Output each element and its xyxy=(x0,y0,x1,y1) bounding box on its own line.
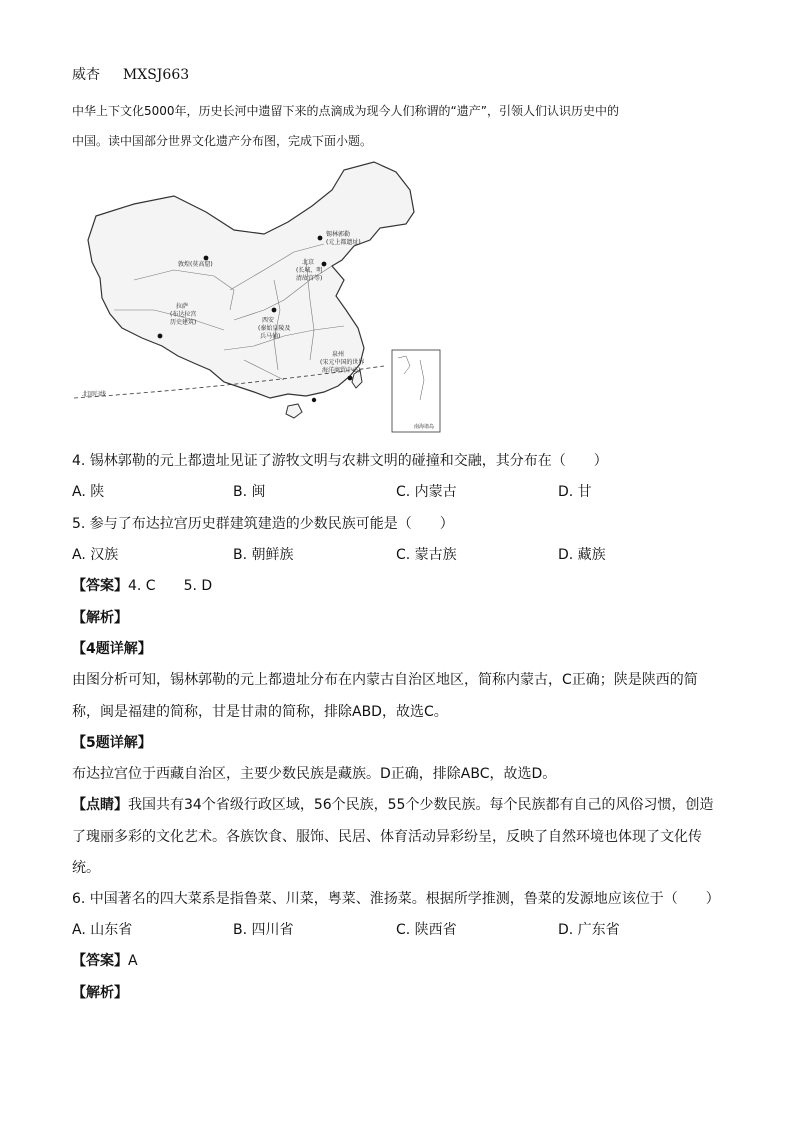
q6-stem: 6. 中国著名的四大菜系是指鲁菜、川菜，粤菜、淮扬菜。根据所学推测，鲁菜的发源地应该位于（ ） xyxy=(72,891,720,907)
xilin-dot xyxy=(318,236,323,241)
quanzhou-sub-label-2: 海洋商贸中心) xyxy=(322,367,361,374)
detail-5-line-1: 布达拉宫位于西藏自治区，主要少数民族是藏族。D正确，排除ABC，故选D。 xyxy=(72,766,557,782)
xian-sub-label-1: (秦始皇陵及 xyxy=(258,325,291,332)
detail-4-line-1: 由图分析可知，锡林郭勒的元上都遗址分布在内蒙古自治区地区，简称内蒙古，C正确；陕是陕西的简 xyxy=(72,672,698,688)
point-line-1 xyxy=(72,796,713,814)
q5-option-a[interactable]: A. 汉族 xyxy=(72,547,119,563)
quanzhou-label: 泉州 xyxy=(332,351,345,358)
xilin-sub-label: (元上都遗址) xyxy=(326,239,361,246)
china-heritage-map xyxy=(74,160,446,438)
point-text-1: 我国共有34个省级行政区域，56个民族，55个少数民族。每个民族都有自己的风俗习惯，创造 xyxy=(128,797,714,813)
beijing-sub-label-1: (长城、明 xyxy=(296,267,323,274)
xian-label: 西安 xyxy=(262,317,275,324)
hainan-island xyxy=(286,404,302,418)
header-code: MXSJ663 xyxy=(122,67,190,83)
answer-6 xyxy=(72,952,138,970)
inset-label: 南海诸岛 xyxy=(414,424,435,430)
header-school: 威杏 xyxy=(72,67,100,83)
q5-option-d[interactable]: D. 藏族 xyxy=(558,547,606,563)
q6-option-d[interactable]: D. 广东省 xyxy=(558,922,620,938)
china-outline xyxy=(88,162,414,398)
header xyxy=(72,66,189,84)
intro-line-2: 中国。读中国部分世界文化遗产分布图，完成下面小题。 xyxy=(72,134,373,148)
q6-option-a[interactable]: A. 山东省 xyxy=(72,922,133,938)
q4-option-c[interactable]: C. 内蒙古 xyxy=(396,484,457,500)
analysis-tag-1: 【解析】 xyxy=(72,610,128,626)
point-tag: 【点睛】 xyxy=(72,797,128,813)
point-line-2: 了瑰丽多彩的文化艺术。各族饮食、服饰、民居、体育活动异彩纷呈，反映了自然环境也体现了文化传 xyxy=(72,829,702,845)
intro-line-1: 中华上下文化5000年，历史长河中遗留下来的点滴成为现今人们称谓的“遗产”，引领人们认识历史中的 xyxy=(72,104,619,118)
q5-stem: 5. 参与了布达拉宫历史群建筑建造的少数民族可能是（ ） xyxy=(72,516,454,532)
q4-option-d[interactable]: D. 甘 xyxy=(558,484,592,500)
detail-5-tag: 【5题详解】 xyxy=(72,735,152,751)
lasa-sub-label-1: (布达拉宫 xyxy=(170,311,197,318)
q6-option-c[interactable]: C. 陕西省 xyxy=(396,922,457,938)
south-dot xyxy=(312,398,316,402)
q5-option-c[interactable]: C. 蒙古族 xyxy=(396,547,457,563)
q5-option-b[interactable]: B. 朝鲜族 xyxy=(233,547,294,563)
analysis-tag-2: 【解析】 xyxy=(72,985,128,1001)
q4-stem: 4. 锡林郭勒的元上都遗址见证了游牧文明与农耕文明的碰撞和交融，其分布在（ ） xyxy=(72,453,608,469)
q6-option-b[interactable]: B. 四川省 xyxy=(233,922,294,938)
answer-6-text: A xyxy=(128,953,138,969)
detail-4-line-2: 称，闽是福建的简称，甘是甘肃的简称，排除ABD，故选C。 xyxy=(72,704,448,720)
lasa-sub-label-2: 历史建筑) xyxy=(170,319,197,326)
quanzhou-sub-label-1: (宋元中国的世界 xyxy=(320,359,365,366)
lasa-dot xyxy=(158,334,163,339)
lasa-label: 拉萨 xyxy=(176,303,189,310)
point-line-3: 统。 xyxy=(72,860,100,876)
south-sea-inset xyxy=(392,350,440,432)
detail-4-tag: 【4题详解】 xyxy=(72,641,152,657)
answer-6-tag: 【答案】 xyxy=(72,953,128,969)
answer-tag: 【答案】 xyxy=(72,578,128,594)
xilin-label: 锡林郭勒 xyxy=(326,231,351,238)
dunhuang-dot xyxy=(204,256,209,261)
beijing-label: 北京 xyxy=(302,259,315,266)
beijing-sub-label-2: 清故宫等) xyxy=(296,275,323,282)
tropic-label: 北回归线 xyxy=(82,391,107,398)
quanzhou-dot xyxy=(348,376,353,381)
xian-dot xyxy=(272,308,277,313)
answer-text: 4. C 5. D xyxy=(128,578,213,594)
beijing-dot xyxy=(322,262,327,267)
q4-option-b[interactable]: B. 闽 xyxy=(233,484,266,500)
q4-option-a[interactable]: A. 陕 xyxy=(72,484,105,500)
dunhuang-label: 敦煌(莫高窟) xyxy=(178,261,213,268)
xian-sub-label-2: 兵马俑) xyxy=(260,333,281,340)
answer-4-5 xyxy=(72,577,212,595)
